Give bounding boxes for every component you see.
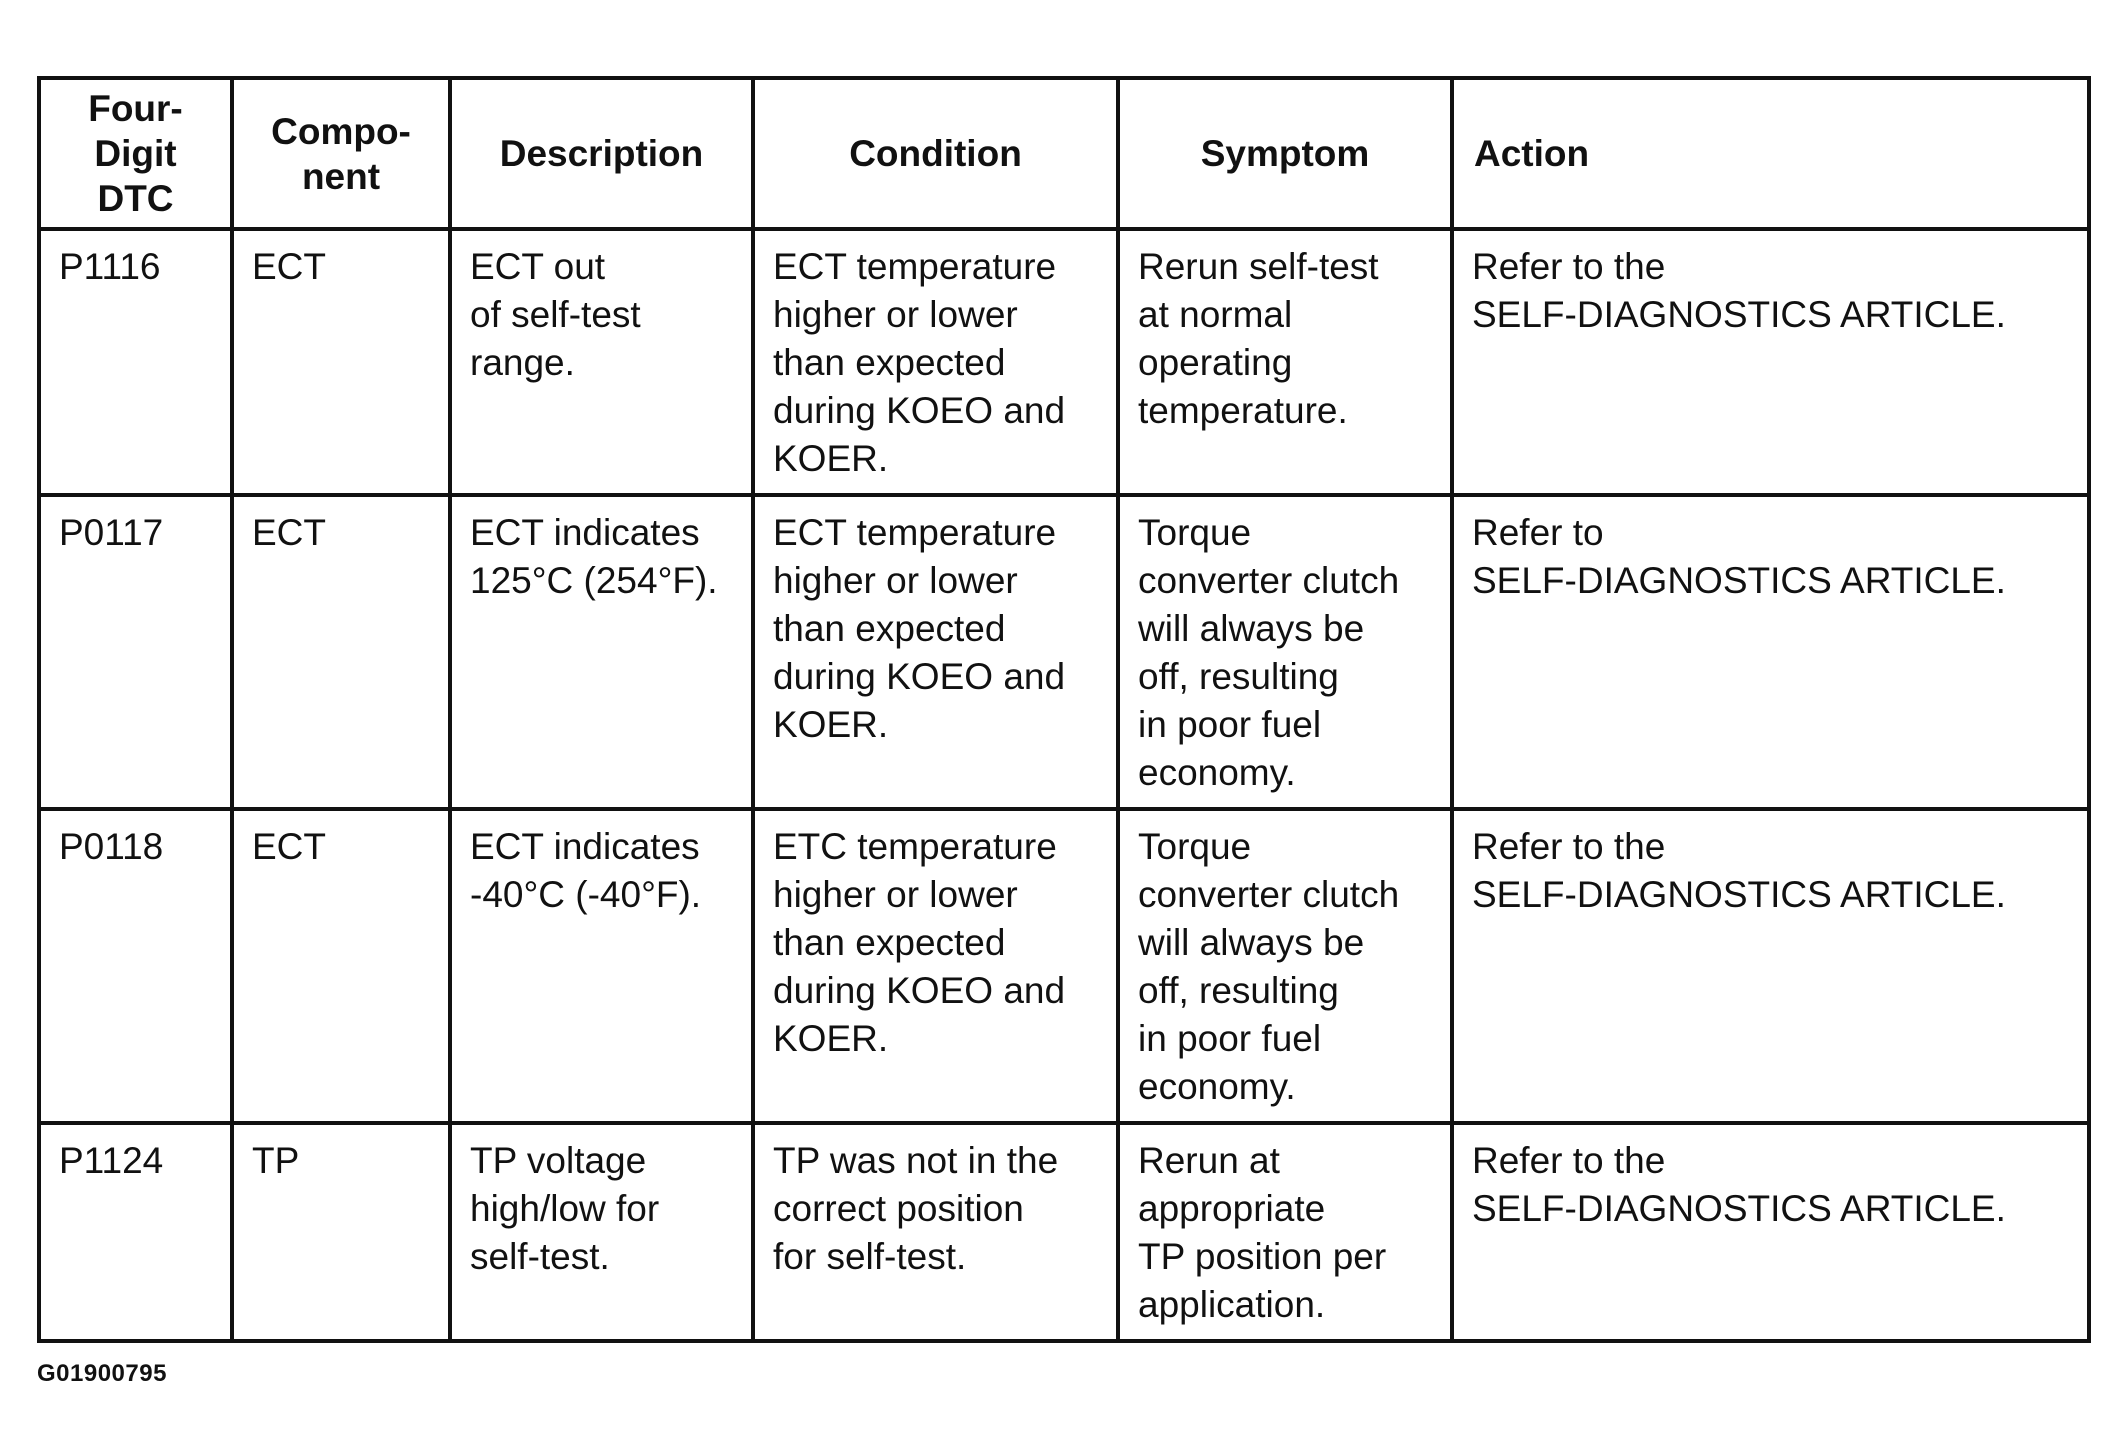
cell-action: Refer to the SELF-DIAGNOSTICS ARTICLE. [1452, 809, 2089, 1123]
cell-symptom: Torque converter clutch will always be off, resulting in poor fuel economy. [1118, 809, 1452, 1123]
cell-dtc: P0118 [39, 809, 232, 1123]
cell-condition: ETC temperature higher or lower than expected during KOEO and KOER. [753, 809, 1118, 1123]
cell-condition: ECT temperature higher or lower than expected during KOEO and KOER. [753, 229, 1118, 495]
cell-condition: ECT temperature higher or lower than expected during KOEO and KOER. [753, 495, 1118, 809]
header-four-digit-dtc: Four- Digit DTC [39, 78, 232, 229]
cell-symptom: Torque converter clutch will always be off, resulting in poor fuel economy. [1118, 495, 1452, 809]
header-symptom: Symptom [1118, 78, 1452, 229]
cell-component: ECT [232, 495, 450, 809]
cell-condition: TP was not in the correct position for self-test. [753, 1123, 1118, 1341]
header-condition: Condition [753, 78, 1118, 229]
figure-id: G01900795 [37, 1360, 167, 1387]
header-row [39, 78, 2089, 229]
header-description: Description [450, 78, 753, 229]
cell-description: ECT indicates -40°C (-40°F). [450, 809, 753, 1123]
cell-description: TP voltage high/low for self-test. [450, 1123, 753, 1341]
header-component: Compo- nent [232, 78, 450, 229]
cell-description: ECT indicates 125°C (254°F). [450, 495, 753, 809]
cell-dtc: P1116 [39, 229, 232, 495]
cell-action: Refer to SELF-DIAGNOSTICS ARTICLE. [1452, 495, 2089, 809]
cell-description: ECT out of self-test range. [450, 229, 753, 495]
cell-component: ECT [232, 809, 450, 1123]
cell-dtc: P0117 [39, 495, 232, 809]
cell-component: TP [232, 1123, 450, 1341]
cell-action: Refer to the SELF-DIAGNOSTICS ARTICLE. [1452, 229, 2089, 495]
table-row [39, 229, 2089, 495]
cell-component: ECT [232, 229, 450, 495]
cell-dtc: P1124 [39, 1123, 232, 1341]
table-row [39, 1123, 2089, 1341]
cell-symptom: Rerun self-test at normal operating temperature. [1118, 229, 1452, 495]
dtc-table [37, 76, 2091, 1343]
cell-action: Refer to the SELF-DIAGNOSTICS ARTICLE. [1452, 1123, 2089, 1341]
cell-symptom: Rerun at appropriate TP position per application. [1118, 1123, 1452, 1341]
table-row [39, 809, 2089, 1123]
header-action: Action [1452, 78, 2089, 229]
table-row [39, 495, 2089, 809]
